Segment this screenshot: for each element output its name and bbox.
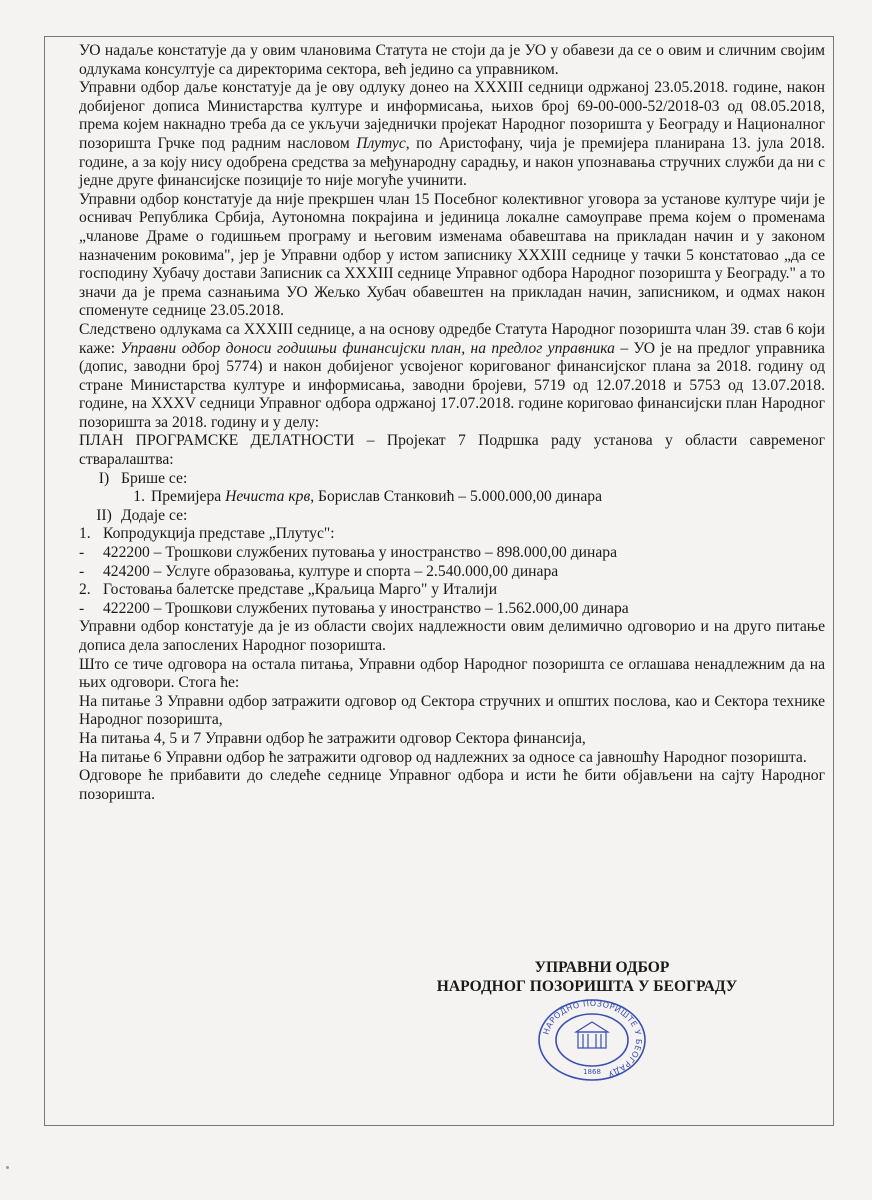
signature-line-2: НАРОДНОГ ПОЗОРИШТА У БЕОГРАДУ <box>436 978 738 995</box>
paragraph-decision <box>79 79 825 191</box>
list-item-delete <box>79 470 825 489</box>
list-item-amount: , Борислав Станковић – 5.000.000,00 динара <box>310 488 602 506</box>
list-marker: 1. <box>133 488 145 506</box>
list-item-label: Премијера <box>151 488 226 506</box>
paragraph-financial-plan-text: Следствено одлукама са XXXIII седнице, а на основу одредбе Статута Народног позоришта члан 39. став 6 који каже: <box>79 320 825 357</box>
paragraph-other-questions: Што се тиче одговора на остала питања, Управни одбор Народног позоришта се оглашава ненадлежним да на њих одговори. Стога ће: <box>79 655 825 692</box>
play-title-plutus: Плутус <box>356 134 406 152</box>
paragraph-decision-text: Управни одбор даље констатује да је ову одлуку донео на XXXIII седници одржаној 23.05.2018. године, након добијеног дописа Министарства културе и информисања, њихов број 69-00-000-52/2018-03 од 08.05.2018, према којем накнадно треба да се укључи заједнички пројекат Народног позоришта у Београду и Националног позоришта Грчке под радним насловом <box>79 79 825 152</box>
list-item-amount: 422200 – Трошкови службених путовања у иностранство – 898.000,00 динара <box>103 544 617 562</box>
list-item-ballet-tour <box>79 581 825 600</box>
list-item-tour-travel-costs <box>79 600 825 619</box>
list-item-amount: 424200 – Услуге образовања, културе и спорта – 2.540.000,00 динара <box>103 562 559 580</box>
paragraph-financial-plan <box>79 321 825 433</box>
stamp-year: 1868 <box>583 1068 601 1076</box>
paragraph-question-6: На питање 6 Управни одбор ће затражити одговор од надлежних за односе са јавношћу Народног позоришта. <box>79 748 807 766</box>
paragraph-financial-plan-text-cont: – УО је на предлог управника (допис, заводни број 5774) и након добијеног усвојеног коригованог финансијског плана за 2018. годину од стране Министарства културе и информисања, заводни бројеви, 5719 од 12.07.2018 и 5753 од 13.07.2018. године, на XXXV седници Управног одбора одржаној 17.07.2018. године кориговао финансијски план Народног позоришта за 2018. годину и у делу: <box>79 339 825 431</box>
list-marker: - <box>79 544 85 562</box>
list-marker: - <box>79 599 85 617</box>
paragraph-partial-answer: Управни одбор констатује да је из области својих надлежности овим делимично одговорио и на друго питање дописа дела запослених Народног позоришта. <box>79 618 825 654</box>
list-marker: - <box>79 562 85 580</box>
play-title-necista-krv: Нечиста крв <box>225 488 311 506</box>
statute-quote: Управни одбор доноси годишњи финансијски план, на предлог управника <box>120 339 615 357</box>
list-item-add <box>79 507 825 526</box>
list-item-travel-costs <box>79 544 825 563</box>
list-item-amount: 422200 – Трошкови службених путовања у иностранство – 1.562.000,00 динара <box>103 599 629 617</box>
paragraph-statute: УО надаље констатује да у овим члановима Статута не стоји да је УО у обавези да се о овим и сличним својим одлукама консултује са директорима сектора, већ једино са управником. <box>79 42 825 78</box>
list-item-label: Додаје се: <box>121 506 188 524</box>
program-plan-heading: ПЛАН ПРОГРАМСКЕ ДЕЛАТНОСТИ – Пројекат 7 Подршка раду установа у области савременог стваралаштва: <box>79 432 825 469</box>
paragraph-question-3: На питање 3 Управни одбор затражити одговор од Сектора стручних и општих послова, као и Сектора технике Народног позоришта, <box>79 692 825 729</box>
list-item-label: Копродукција представе „Плутус": <box>103 525 335 543</box>
theater-building-icon <box>576 1022 608 1048</box>
paragraph-questions-4-5-7: На питања 4, 5 и 7 Управни одбор ће затражити одговор Сектора финансија, <box>79 729 586 747</box>
document-body <box>79 42 825 804</box>
list-marker: I) <box>98 469 110 487</box>
official-stamp <box>536 998 648 1082</box>
list-marker: 2. <box>79 581 91 599</box>
list-item-coproduction <box>79 525 825 544</box>
scan-speck <box>6 1166 9 1169</box>
paragraph-answers: Одговоре ће прибавити до следеће седнице Управног одбора и исти ће бити објављени на сајту Народног позоришта. <box>79 767 825 803</box>
list-marker: 1. <box>79 525 91 543</box>
list-item-premiere <box>79 488 825 507</box>
list-marker: II) <box>96 506 112 524</box>
stamp-text: НАРОДНО ПОЗОРИШТЕ У БЕОГРАДУ <box>541 998 644 1079</box>
paragraph-decision-text-cont: , по Аристофану, чија је премијера планирана 13. јула 2018. године, а за коју нису одобрена средства за међународну сарадњу, и након упознавања стручних служби да ни с једне друге финансијске позиције то није могуће учинити. <box>79 134 825 190</box>
list-item-education-services <box>79 563 825 582</box>
paragraph-collective-agreement: Управни одбор констатује да није прекршен члан 15 Посебног колективног уговора за установе културе чији је оснивач Република Србија, Аутономна покрајина и јединица локалне самоуправе према којем о променама „чланове Драме о годишњем програму и његовим изменама обавештава на прикладан начин и у законом назначеним роковима", јер је Управни одбор у истом записнику XXXIII седнице у тачки 5 констатовао „да се господину Хубачу достави Записник са XXXIII седнице Управног одбора Народног позоришта у Београду." а то значи да је према сазнањима УО Жељко Хубач обавештен на прикладан начин, записником, и одмах након споменуте седнице 23.05.2018. <box>79 190 825 320</box>
list-item-label: Гостовања балетске представе „Краљица Марго" у Италији <box>103 581 498 599</box>
list-item-label: Брише се: <box>121 469 188 487</box>
signature-line-1: УПРАВНИ ОДБОР <box>534 959 670 976</box>
